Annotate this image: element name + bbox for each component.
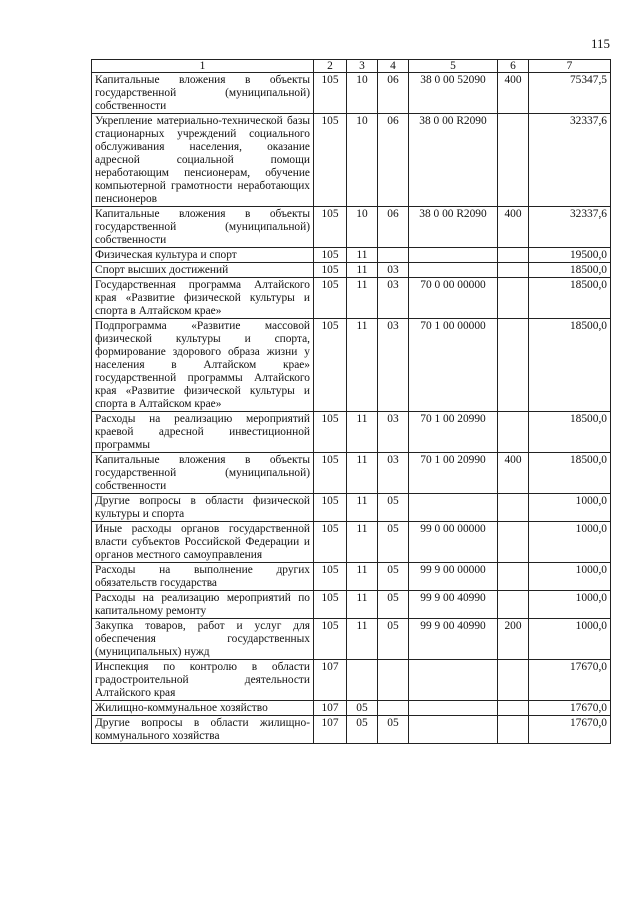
table-row (92, 73, 611, 114)
target-article-cell: 38 0 00 R2090 (409, 114, 498, 207)
expense-type-cell (498, 591, 529, 619)
section-code-cell: 11 (347, 522, 378, 563)
table-row (92, 494, 611, 522)
expense-type-cell (498, 716, 529, 744)
expense-name-cell: Подпрограмма «Развитие массовой физической культуры и спорта, формирование здорового образа жизни у населения в Алтайском крае» государственной программы Алтайского края «Развитие физической культуры и спорта в Алтайском крае» (92, 319, 314, 412)
expense-name-cell: Жилищно-коммунальное хозяйство (92, 701, 314, 716)
target-article-cell: 38 0 00 R2090 (409, 207, 498, 248)
target-article-cell (409, 494, 498, 522)
subsection-code-cell: 05 (378, 716, 409, 744)
grbs-code-cell: 105 (314, 494, 347, 522)
target-article-cell (409, 701, 498, 716)
expense-type-cell (498, 319, 529, 412)
grbs-code-cell: 105 (314, 263, 347, 278)
subsection-code-cell: 03 (378, 319, 409, 412)
expense-type-cell (498, 701, 529, 716)
table-row (92, 263, 611, 278)
grbs-code-cell: 105 (314, 522, 347, 563)
table-row (92, 716, 611, 744)
target-article-cell: 99 0 00 00000 (409, 522, 498, 563)
section-code-cell: 11 (347, 319, 378, 412)
target-article-cell (409, 263, 498, 278)
amount-cell: 18500,0 (529, 412, 611, 453)
subsection-code-cell: 05 (378, 494, 409, 522)
amount-cell: 32337,6 (529, 207, 611, 248)
table-row (92, 591, 611, 619)
subsection-code-cell: 03 (378, 278, 409, 319)
expense-name-cell: Капитальные вложения в объекты государственной (муниципальной) собственности (92, 207, 314, 248)
table-row (92, 319, 611, 412)
page-number: 115 (590, 36, 610, 51)
target-article-cell: 99 9 00 40990 (409, 591, 498, 619)
subsection-code-cell (378, 660, 409, 701)
column-header: 3 (347, 60, 378, 73)
subsection-code-cell: 03 (378, 412, 409, 453)
section-code-cell: 11 (347, 563, 378, 591)
expense-type-cell (498, 660, 529, 701)
grbs-code-cell: 105 (314, 563, 347, 591)
grbs-code-cell: 107 (314, 660, 347, 701)
expense-type-cell (498, 114, 529, 207)
expense-type-cell (498, 263, 529, 278)
section-code-cell: 10 (347, 73, 378, 114)
table-row (92, 619, 611, 660)
target-article-cell: 70 1 00 20990 (409, 453, 498, 494)
amount-cell: 18500,0 (529, 263, 611, 278)
section-code-cell: 10 (347, 207, 378, 248)
target-article-cell: 99 9 00 40990 (409, 619, 498, 660)
target-article-cell: 70 1 00 00000 (409, 319, 498, 412)
amount-cell: 19500,0 (529, 248, 611, 263)
grbs-code-cell: 107 (314, 716, 347, 744)
column-header: 4 (378, 60, 409, 73)
expense-name-cell: Физическая культура и спорт (92, 248, 314, 263)
table-row (92, 248, 611, 263)
amount-cell: 1000,0 (529, 522, 611, 563)
expense-name-cell: Расходы на выполнение других обязательств государства (92, 563, 314, 591)
expense-name-cell: Другие вопросы в области физической культуры и спорта (92, 494, 314, 522)
subsection-code-cell (378, 248, 409, 263)
column-header: 5 (409, 60, 498, 73)
subsection-code-cell: 03 (378, 263, 409, 278)
subsection-code-cell: 05 (378, 591, 409, 619)
grbs-code-cell: 105 (314, 114, 347, 207)
grbs-code-cell: 105 (314, 278, 347, 319)
budget-table (91, 59, 611, 744)
section-code-cell: 05 (347, 716, 378, 744)
amount-cell: 32337,6 (529, 114, 611, 207)
expense-type-cell (498, 248, 529, 263)
subsection-code-cell: 06 (378, 73, 409, 114)
target-article-cell (409, 660, 498, 701)
amount-cell: 17670,0 (529, 660, 611, 701)
section-code-cell: 11 (347, 248, 378, 263)
target-article-cell: 99 9 00 00000 (409, 563, 498, 591)
expense-name-cell: Расходы на реализацию мероприятий по капитальному ремонту (92, 591, 314, 619)
table-row (92, 453, 611, 494)
expense-type-cell (498, 522, 529, 563)
expense-type-cell: 400 (498, 453, 529, 494)
target-article-cell: 70 0 00 00000 (409, 278, 498, 319)
amount-cell: 18500,0 (529, 319, 611, 412)
grbs-code-cell: 105 (314, 591, 347, 619)
table-row (92, 412, 611, 453)
target-article-cell (409, 248, 498, 263)
expense-type-cell (498, 278, 529, 319)
table-row (92, 114, 611, 207)
table-row (92, 660, 611, 701)
section-code-cell: 11 (347, 619, 378, 660)
table-row (92, 701, 611, 716)
expense-name-cell: Спорт высших достижений (92, 263, 314, 278)
expense-type-cell: 400 (498, 207, 529, 248)
column-header: 6 (498, 60, 529, 73)
section-code-cell (347, 660, 378, 701)
expense-type-cell (498, 563, 529, 591)
table-row (92, 207, 611, 248)
amount-cell: 1000,0 (529, 563, 611, 591)
subsection-code-cell (378, 701, 409, 716)
section-code-cell: 11 (347, 453, 378, 494)
section-code-cell: 11 (347, 263, 378, 278)
amount-cell: 18500,0 (529, 278, 611, 319)
subsection-code-cell: 05 (378, 619, 409, 660)
column-header: 7 (529, 60, 611, 73)
grbs-code-cell: 107 (314, 701, 347, 716)
grbs-code-cell: 105 (314, 207, 347, 248)
grbs-code-cell: 105 (314, 412, 347, 453)
amount-cell: 1000,0 (529, 619, 611, 660)
header-row (92, 60, 611, 73)
subsection-code-cell: 05 (378, 522, 409, 563)
expense-type-cell: 400 (498, 73, 529, 114)
table-body (92, 73, 611, 744)
subsection-code-cell: 05 (378, 563, 409, 591)
subsection-code-cell: 06 (378, 207, 409, 248)
expense-name-cell: Расходы на реализацию мероприятий краевой адресной инвестиционной программы (92, 412, 314, 453)
section-code-cell: 05 (347, 701, 378, 716)
expense-name-cell: Капитальные вложения в объекты государственной (муниципальной) собственности (92, 453, 314, 494)
section-code-cell: 11 (347, 412, 378, 453)
section-code-cell: 11 (347, 591, 378, 619)
section-code-cell: 10 (347, 114, 378, 207)
grbs-code-cell: 105 (314, 453, 347, 494)
table-row (92, 278, 611, 319)
expense-name-cell: Капитальные вложения в объекты государственной (муниципальной) собственности (92, 73, 314, 114)
section-code-cell: 11 (347, 278, 378, 319)
target-article-cell: 70 1 00 20990 (409, 412, 498, 453)
column-header: 2 (314, 60, 347, 73)
section-code-cell: 11 (347, 494, 378, 522)
expense-name-cell: Закупка товаров, работ и услуг для обеспечения государственных (муниципальных) нужд (92, 619, 314, 660)
subsection-code-cell: 03 (378, 453, 409, 494)
amount-cell: 75347,5 (529, 73, 611, 114)
amount-cell: 1000,0 (529, 494, 611, 522)
table-row (92, 522, 611, 563)
amount-cell: 18500,0 (529, 453, 611, 494)
expense-type-cell (498, 412, 529, 453)
expense-name-cell: Иные расходы органов государственной власти субъектов Российской Федерации и органов местного самоуправления (92, 522, 314, 563)
subsection-code-cell: 06 (378, 114, 409, 207)
column-header: 1 (92, 60, 314, 73)
grbs-code-cell: 105 (314, 248, 347, 263)
target-article-cell (409, 716, 498, 744)
grbs-code-cell: 105 (314, 619, 347, 660)
target-article-cell: 38 0 00 52090 (409, 73, 498, 114)
grbs-code-cell: 105 (314, 73, 347, 114)
expense-name-cell: Другие вопросы в области жилищно-коммунального хозяйства (92, 716, 314, 744)
table-row (92, 563, 611, 591)
amount-cell: 1000,0 (529, 591, 611, 619)
grbs-code-cell: 105 (314, 319, 347, 412)
expense-name-cell: Инспекция по контролю в области градостроительной деятельности Алтайского края (92, 660, 314, 701)
amount-cell: 17670,0 (529, 701, 611, 716)
expense-name-cell: Государственная программа Алтайского края «Развитие физической культуры и спорта в Алтайском крае» (92, 278, 314, 319)
amount-cell: 17670,0 (529, 716, 611, 744)
expense-name-cell: Укрепление материально-технической базы стационарных учреждений социального обслуживания населения, оказание адресной социальной помощи неработающим пенсионерам, обучение компьютерной грамотности неработающих пенсионеров (92, 114, 314, 207)
expense-type-cell (498, 494, 529, 522)
expense-type-cell: 200 (498, 619, 529, 660)
